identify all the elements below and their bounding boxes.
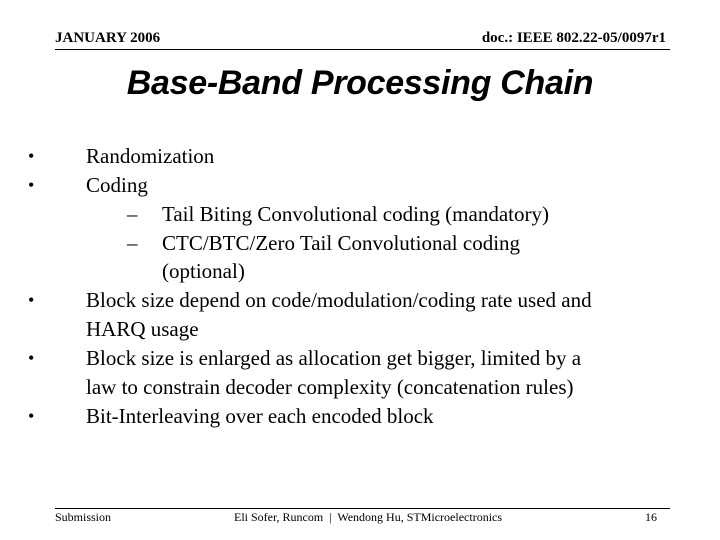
bullet-block-size-line1: Block size depend on code/modulation/coding rate used and <box>86 288 592 312</box>
footer-divider <box>55 508 670 509</box>
bullet-coding: Coding <box>86 173 148 197</box>
sub-bullet-dash: – <box>127 231 138 255</box>
bullet-dot: • <box>28 348 35 368</box>
bullet-enlarged-line1: Block size is enlarged as allocation get bigger, limited by a <box>86 346 582 370</box>
footer-submission: Submission <box>55 510 112 524</box>
page-number: 16 <box>645 510 657 524</box>
sub-bullet-ctc-line1: CTC/BTC/Zero Tail Convolutional coding <box>162 231 521 255</box>
header-doc-id: doc.: IEEE 802.22-05/0097r1 <box>481 30 666 46</box>
sub-bullet-ctc-line2: (optional) <box>162 259 245 283</box>
bullet-dot: • <box>28 406 35 426</box>
bullet-randomization: Randomization <box>86 144 215 168</box>
header-divider <box>55 49 670 50</box>
bullet-interleaving: Bit-Interleaving over each encoded block <box>86 404 434 428</box>
sub-bullet-tail-biting: Tail Biting Convolutional coding (mandatory) <box>162 202 549 226</box>
bullet-dot: • <box>28 175 35 195</box>
header-date: JANUARY 2006 <box>55 30 161 46</box>
bullet-enlarged-line2: law to constrain decoder complexity (concatenation rules) <box>86 375 574 399</box>
bullet-dot: • <box>28 290 35 310</box>
bullet-block-size-line2: HARQ usage <box>86 317 199 341</box>
footer-authors: Eli Sofer, Runcom | Wendong Hu, STMicroelectronics <box>234 510 503 524</box>
slide-title: Base-Band Processing Chain <box>126 64 594 102</box>
sub-bullet-dash: – <box>127 202 138 226</box>
bullet-dot: • <box>28 146 35 166</box>
